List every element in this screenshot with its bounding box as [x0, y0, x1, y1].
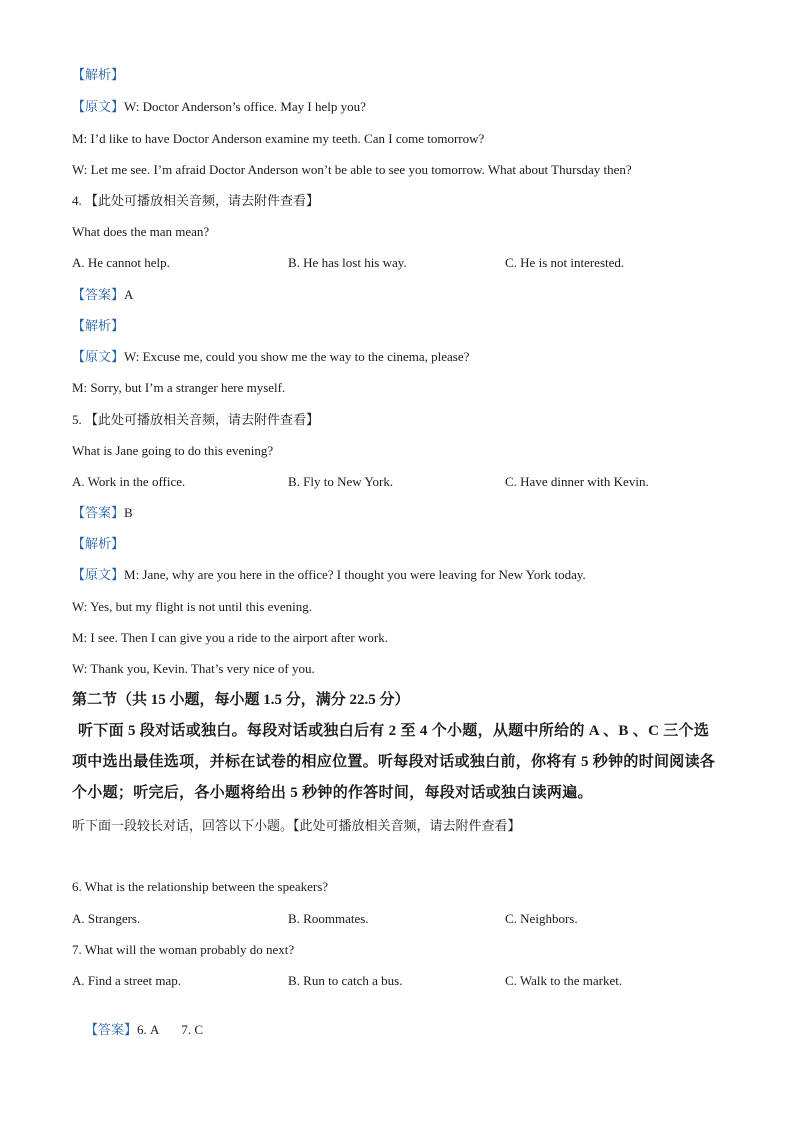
audio-note: 【此处可播放相关音频，请去附件查看】 — [85, 412, 320, 427]
option-a: A. He cannot help. — [72, 255, 170, 270]
transcript-text: M: Jane, why are you here in the office? I thought you were leaving for New York today. — [124, 567, 586, 582]
transcript-line: M: Sorry, but I’m a stranger here myself. — [72, 380, 286, 395]
question-number: 4. — [72, 193, 82, 208]
analysis-label: 【解析】 — [72, 67, 125, 82]
question-4-header — [72, 192, 319, 210]
question-6-options — [72, 910, 722, 928]
transcript-text: W: Excuse me, could you show me the way to the cinema, please? — [124, 349, 470, 364]
section-title: 第二节（共 15 小题，每小题 1.5 分，满分 22.5 分） — [72, 692, 410, 708]
option-a: A. Strangers. — [72, 911, 141, 926]
audio-note: 【此处可播放相关音频，请去附件查看】 — [85, 193, 320, 208]
transcript-line — [72, 566, 586, 584]
question-5-text: What is Jane going to do this evening? — [72, 443, 274, 458]
transcript-line: W: Thank you, Kevin. That’s very nice of you. — [72, 661, 315, 676]
question-number: 5. — [72, 412, 82, 427]
question-5-header — [72, 411, 319, 429]
transcript-text: W: Doctor Anderson’s office. May I help you? — [124, 99, 366, 114]
transcript-label: 【原文】 — [72, 349, 125, 364]
option-b: B. Roommates. — [288, 911, 369, 926]
transcript-line: W: Let me see. I’m afraid Doctor Anderson won’t be able to see you tomorrow. What about Thursday then? — [72, 162, 632, 177]
transcript-line — [72, 348, 469, 366]
question-4-options — [72, 254, 722, 272]
transcript-line: W: Yes, but my flight is not until this evening. — [72, 599, 313, 614]
option-b: B. He has lost his way. — [288, 255, 407, 270]
transcript-line — [72, 98, 366, 116]
answer-line — [72, 286, 133, 304]
option-c: C. Walk to the market. — [505, 973, 623, 988]
answer-value: A — [124, 287, 134, 302]
question-7-text: 7. What will the woman probably do next? — [72, 942, 295, 957]
option-a: A. Work in the office. — [72, 474, 186, 489]
answer-value: 6. A 7. C — [137, 1022, 204, 1037]
option-a: A. Find a street map. — [72, 973, 182, 988]
question-6-text: 6. What is the relationship between the speakers? — [72, 879, 329, 894]
option-b: B. Run to catch a bus. — [288, 973, 403, 988]
answer-value: B — [124, 505, 133, 520]
question-4-text: What does the man mean? — [72, 224, 210, 239]
transcript-label: 【原文】 — [72, 99, 125, 114]
analysis-label: 【解析】 — [72, 318, 125, 333]
answer-line — [72, 1003, 203, 1057]
option-c: C. Neighbors. — [505, 911, 578, 926]
option-c: C. Have dinner with Kevin. — [505, 474, 649, 489]
answer-label: 【答案】 — [72, 287, 125, 302]
question-5-options — [72, 473, 722, 491]
analysis-label: 【解析】 — [72, 536, 125, 551]
answer-label: 【答案】 — [72, 505, 125, 520]
transcript-label: 【原文】 — [72, 567, 125, 582]
section-instructions: 听下面 5 段对话或独白。每段对话或独白后有 2 至 4 个小题，从题中所给的 A 、B 、C 三个选项中选出最佳选项，并标在试卷的相应位置。听每段对话或独白前，你将有 5 秒钟的时间阅读各个小题；听完后，各小题将给出 5 秒钟的作答时间，每段对话或独白读两遍。 — [72, 723, 716, 801]
question-7-options — [72, 972, 722, 990]
listen-note: 听下面一段较长对话，回答以下小题。【此处可播放相关音频，请去附件查看】 — [72, 818, 521, 833]
answer-line — [72, 504, 133, 522]
answer-label: 【答案】 — [85, 1022, 138, 1037]
transcript-line: M: I see. Then I can give you a ride to the airport after work. — [72, 630, 388, 645]
transcript-line: M: I’d like to have Doctor Anderson examine my teeth. Can I come tomorrow? — [72, 131, 485, 146]
option-b: B. Fly to New York. — [288, 474, 394, 489]
option-c: C. He is not interested. — [505, 255, 625, 270]
